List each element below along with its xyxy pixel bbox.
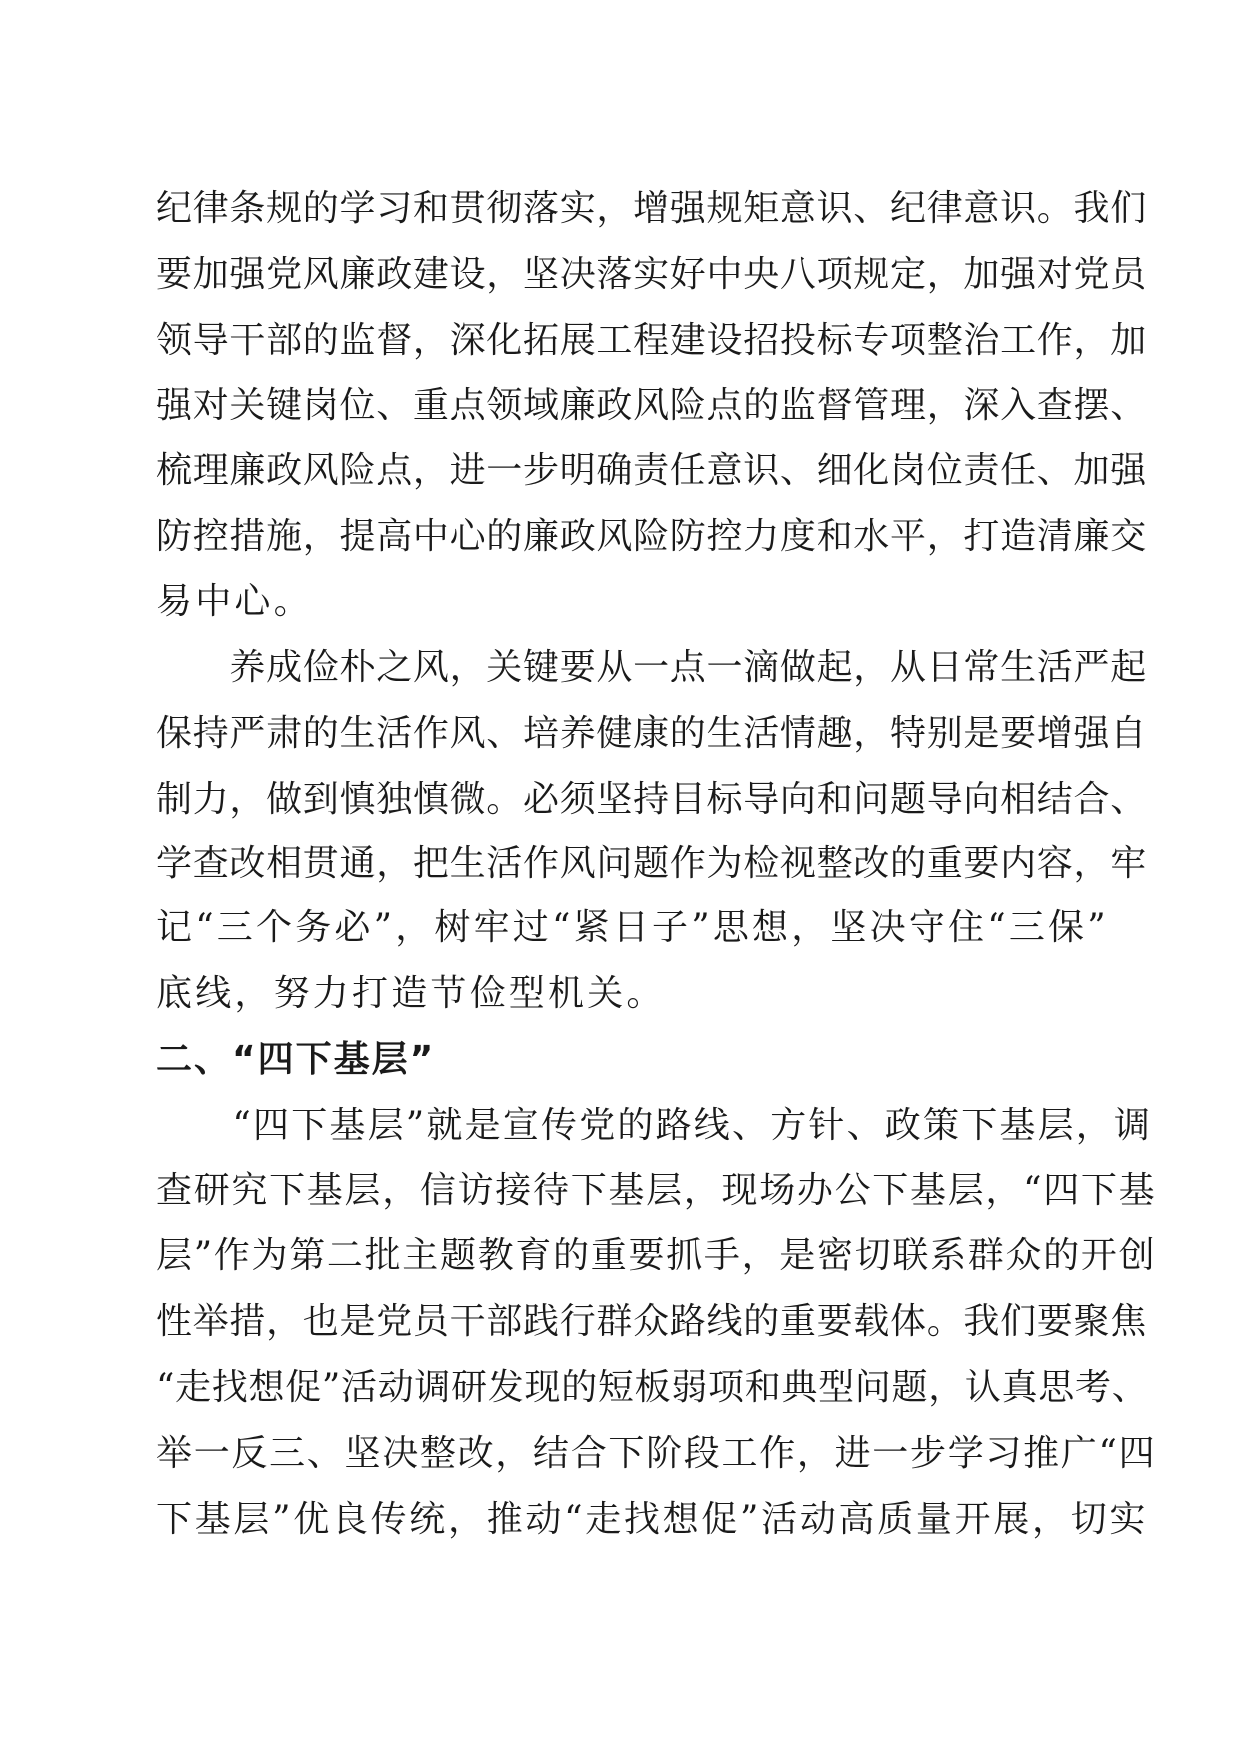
body-text-line: 性举措，也是党员干部践行群众路线的重要载体。我们要聚焦 bbox=[156, 1301, 1147, 1342]
body-text-line: 记“三个务必”，树牢过“紧日子”思想，坚决守住“三保” bbox=[156, 907, 1109, 948]
body-text-line: 要加强党风廉政建设，坚决落实好中央八项规定，加强对党员 bbox=[156, 254, 1147, 295]
body-text-line: 梳理廉政风险点，进一步明确责任意识、细化岗位责任、加强 bbox=[156, 450, 1147, 491]
body-text-line: 底线，努力打造节俭型机关。 bbox=[156, 973, 666, 1014]
body-text-line: 层”作为第二批主题教育的重要抓手，是密切联系群众的开创 bbox=[156, 1235, 1157, 1276]
body-text-line: 防控措施，提高中心的廉政风险防控力度和水平，打造清廉交 bbox=[156, 516, 1147, 557]
body-text-line: 下基层”优良传统，推动“走找想促”活动高质量开展，切实 bbox=[156, 1499, 1149, 1540]
body-text-line: 领导干部的监督，深化拓展工程建设招投标专项整治工作，加 bbox=[156, 320, 1147, 361]
body-text-line: 养成俭朴之风，关键要从一点一滴做起，从日常生活严起 bbox=[156, 647, 1147, 688]
body-text-line: 制力，做到慎独慎微。必须坚持目标导向和问题导向相结合、 bbox=[156, 779, 1147, 820]
body-text-line: 纪律条规的学习和贯彻落实，增强规矩意识、纪律意识。我们 bbox=[156, 188, 1147, 229]
body-text-line: 学查改相贯通，把生活作风问题作为检视整改的重要内容，牢 bbox=[156, 843, 1147, 884]
body-text-line: 查研究下基层，信访接待下基层，现场办公下基层，“四下基 bbox=[156, 1170, 1157, 1211]
body-text-line: “四下基层”就是宣传党的路线、方针、政策下基层，调 bbox=[156, 1105, 1153, 1146]
section-heading: 二、“四下基层” bbox=[156, 1039, 436, 1080]
body-text-line: 举一反三、坚决整改，结合下阶段工作，进一步学习推广“四 bbox=[156, 1433, 1157, 1474]
body-text-line: 保持严肃的生活作风、培养健康的生活情趣，特别是要增强自 bbox=[156, 713, 1147, 754]
body-text-line: 易中心。 bbox=[156, 581, 313, 622]
body-text-line: “走找想促”活动调研发现的短板弱项和典型问题，认真思考、 bbox=[156, 1367, 1149, 1408]
body-text-line: 强对关键岗位、重点领域廉政风险点的监督管理，深入查摆、 bbox=[156, 385, 1147, 426]
